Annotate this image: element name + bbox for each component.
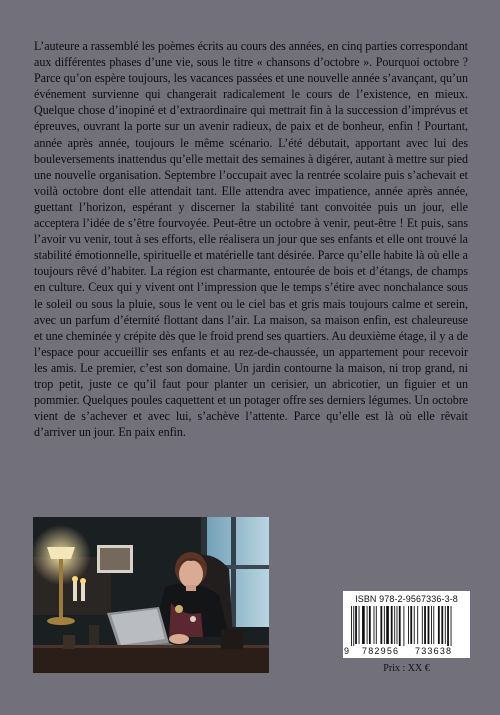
barcode-bar [376,606,377,644]
barcode-bar [384,606,385,644]
barcode-digits [343,646,470,657]
barcode-left-group: 782956 [362,646,400,656]
barcode-bar [351,606,352,646]
barcode-bar [380,606,382,644]
barcode-bar [410,606,412,644]
barcode-bar [417,606,418,644]
barcode-right-group: 733638 [415,646,453,656]
barcode-bar [386,606,389,644]
barcode-bar [438,606,440,644]
barcode-bar [391,606,393,644]
barcode-bar [433,606,434,644]
barcode-bar [399,606,401,646]
barcode-bar [422,606,423,644]
barcode-bar [451,606,452,646]
barcode-bar [428,606,430,644]
barcode-bar [414,606,415,644]
barcode-bar [359,606,360,644]
barcode-bar [374,606,375,644]
barcode-bar [362,606,365,644]
barcode-bar [367,606,368,644]
barcode-bar [355,606,357,644]
back-cover-blurb: L’auteure a rassemblé les poèmes écrits au cours des années, en cinq parties correspondant aux différentes phases d’une vie, sous le titre « chansons d’octobre ». Pourquoi octobre ? Parce qu’on espère toujours, les vacances passées et une nouvelle année s’avançant, qu’un événement survienne qui changerait radicalement le cours de l’existence, en mieux. Quelque chose d’inopiné et d’extraordinaire qui mettrait fin à la succession d’imprévus et épreuves, ouvrant la porte sur un avenir radieux, de paix et de bonheur, enfin ! Pourtant, année après année, toujours le même scénario. L’été débutait, apportant avec lui des bouleversements inattendus qu’elle mettait des semaines à digérer, autant à mettre sur pied une nouvelle organisation. Septembre l’occupait avec la rentrée scolaire puis s’achevait et voilà octobre dont elle attendait tant. Elle attendra avec impatience, année après année, guettant l’horizon, espérant y discerner la stabilité tant convoitée puis un jour, elle acceptera l’idée de s’être fourvoyée. Peut-être un octobre à venir, peut-être ! Et puis, sans l’avoir vu venir, tout à ses efforts, elle réalisera un jour que ses enfants et elle ont trouvé la stabilité émotionnelle, spirituelle et matérielle tant désirée. Parce qu’elle habite là où elle a toujours rêvé d’habiter. La région est charmante, entourée de bois et d’étangs, de champs en culture. Ceux qui y vivent ont l’impression que le temps s’étire avec nonchalance sous le soleil ou sous la pluie, sous le vent ou le ciel bas et gris mais toujours calme et serein, avec un parfum d’éternité flottant dans l’air. La maison, sa maison enfin, est chaleureuse et une cheminée y crépite dès que le froid prend ses quartiers. Au deuxième étage, il y a de l’espace pour accueillir ses enfants et au rez-de-chaussée, un appartement pour recevoir les amis. Le premier, c’est son domaine. Un jardin contourne la maison, ni trop grand, ni trop petit, juste ce qu’il faut pour planter un cerisier, un abricotier, un figuier et un pommier. Quelques poules caquettent et un potager offre ses derniers légumes. Un octobre vient de s’achever et avec lui, s’achève l’attente. Parce qu’elle est là où elle rêvait d’arriver un jour. En paix enfin. [34,39,468,440]
barcode-bar [424,606,426,644]
isbn-label: ISBN 978-2-9567336-3-8 [355,594,458,604]
barcode-bar [408,606,409,644]
barcode-bar [447,606,449,646]
barcode-bar [403,606,404,646]
barcode-bar [369,606,371,644]
barcode-bar [441,606,443,644]
barcode-first-digit: 9 [344,646,350,656]
barcode-bar [397,606,398,644]
barcode-bar [445,606,446,644]
price-label: Prix : XX € [383,663,430,674]
isbn-barcode [343,591,470,658]
barcode-bar [353,606,354,646]
author-photo-illustration [33,517,269,673]
author-photo [33,517,269,673]
barcode-bar [394,606,395,644]
barcode-bars [351,606,462,646]
barcode-bar [431,606,432,644]
